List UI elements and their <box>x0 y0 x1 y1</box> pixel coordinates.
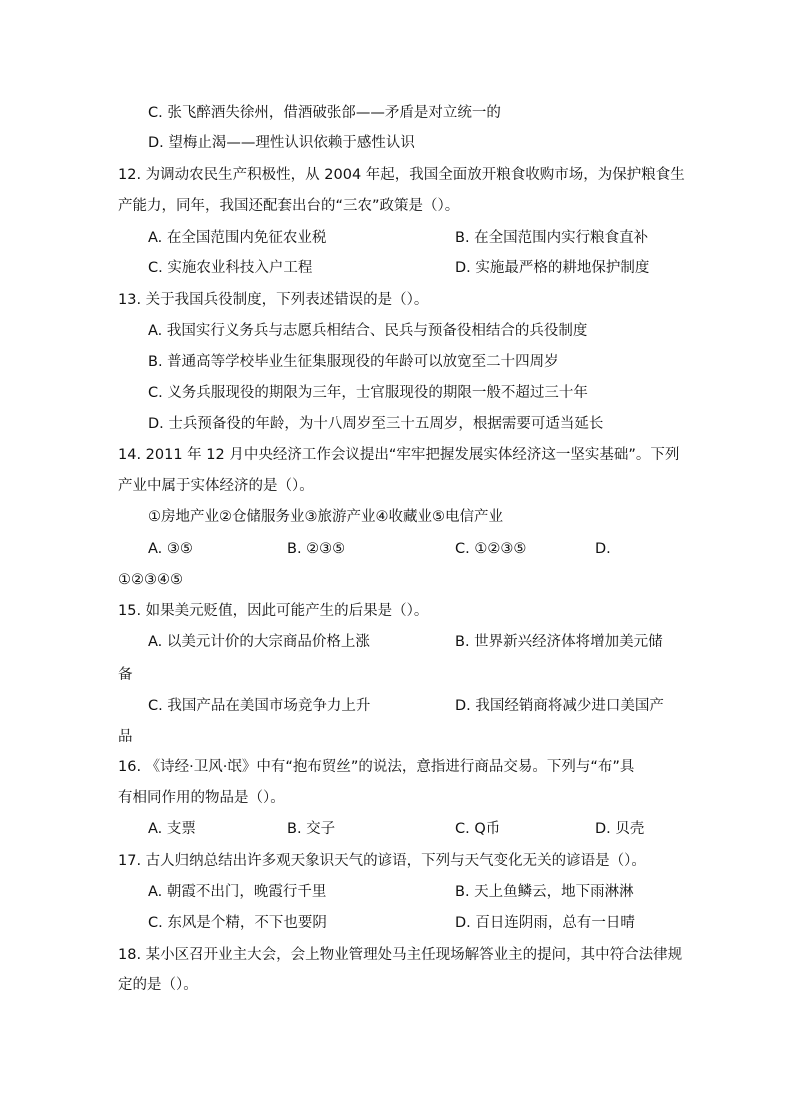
q15-stem: 15. 如果美元贬值，因此可能产生的后果是（）。 <box>118 603 429 619</box>
q13-option-d: D. 士兵预备役的年龄，为十八周岁至三十五周岁，根据需要可适当延长 <box>148 416 604 432</box>
q14-option-b: B. ②③⑤ <box>287 541 346 557</box>
q11-option-c: C. 张飞醉酒失徐州，借酒破张郃——矛盾是对立统一的 <box>148 105 501 121</box>
q16-stem-cont: 有相同作用的物品是（）。 <box>118 790 285 806</box>
q11-option-d: D. 望梅止渴——理性认识依赖于感性认识 <box>148 135 415 151</box>
q16-option-d: D. 贝壳 <box>595 821 645 837</box>
q15-option-d: D. 我国经销商将减少进口美国产 <box>455 698 664 714</box>
q13-option-c: C. 义务兵服现役的期限为三年，士官服现役的期限一般不超过三十年 <box>148 385 588 401</box>
q16-stem: 16. 《诗经·卫风·氓》中有“抱布贸丝”的说法，意指进行商品交易。下列与“布”具 <box>118 759 635 775</box>
q14-option-a: A. ③⑤ <box>148 541 193 557</box>
q14-stem-cont: 产业中属于实体经济的是（）。 <box>118 478 314 494</box>
q12-option-b: B. 在全国范围内实行粮食直补 <box>455 230 649 246</box>
q12-option-c: C. 实施农业科技入户工程 <box>148 260 313 276</box>
q17-option-c: C. 东风是个精，不下也要阴 <box>148 915 327 931</box>
q14-option-c: C. ①②③⑤ <box>455 541 527 557</box>
q17-option-d: D. 百日连阴雨，总有一日晴 <box>455 915 635 931</box>
q18-stem-cont: 定的是（）。 <box>118 977 198 993</box>
q12-option-d: D. 实施最严格的耕地保护制度 <box>455 260 650 276</box>
q13-stem: 13. 关于我国兵役制度，下列表述错误的是（）。 <box>118 292 429 308</box>
q15-option-c: C. 我国产品在美国市场竞争力上升 <box>148 698 371 714</box>
q12-option-a: A. 在全国范围内免征农业税 <box>148 230 327 246</box>
q18-stem: 18. 某小区召开业主大会，会上物业管理处马主任现场解答业主的提问，其中符合法律规 <box>118 947 683 963</box>
q17-stem: 17. 古人归纳总结出许多观天象识天气的谚语，下列与天气变化无关的谚语是（）。 <box>118 853 646 869</box>
q16-option-b: B. 交子 <box>287 821 336 837</box>
q14-stem: 14. 2011 年 12 月中央经济工作会议提出“牢牢把握发展实体经济这一坚实基础”。下列 <box>118 447 680 463</box>
q12-stem-cont: 产能力，同年，我国还配套出台的“三农”政策是（）。 <box>118 198 460 214</box>
q14-option-d: D. <box>595 541 611 557</box>
q15-option-a: A. 以美元计价的大宗商品价格上涨 <box>148 634 370 650</box>
q13-option-b: B. 普通高等学校毕业生征集服现役的年龄可以放宽至二十四周岁 <box>148 354 559 370</box>
q13-option-a: A. 我国实行义务兵与志愿兵相结合、民兵与预备役相结合的兵役制度 <box>148 323 588 339</box>
q15-option-b-cont: 备 <box>118 667 133 683</box>
q15-option-d-cont: 品 <box>118 729 133 745</box>
q14-option-d-cont: ①②③④⑤ <box>118 572 183 588</box>
q17-option-a: A. 朝霞不出门，晚霞行千里 <box>148 884 327 900</box>
q15-option-b: B. 世界新兴经济体将增加美元储 <box>455 634 663 650</box>
q12-stem: 12. 为调动农民生产积极性，从 2004 年起，我国全面放开粮食收购市场，为保护粮食生 <box>118 167 685 183</box>
q17-option-b: B. 天上鱼鳞云，地下雨淋淋 <box>455 884 634 900</box>
q16-option-a: A. 支票 <box>148 821 196 837</box>
q16-option-c: C. Q币 <box>455 821 501 837</box>
q14-list: ①房地产业②仓储服务业③旅游产业④收藏业⑤电信产业 <box>148 509 503 525</box>
